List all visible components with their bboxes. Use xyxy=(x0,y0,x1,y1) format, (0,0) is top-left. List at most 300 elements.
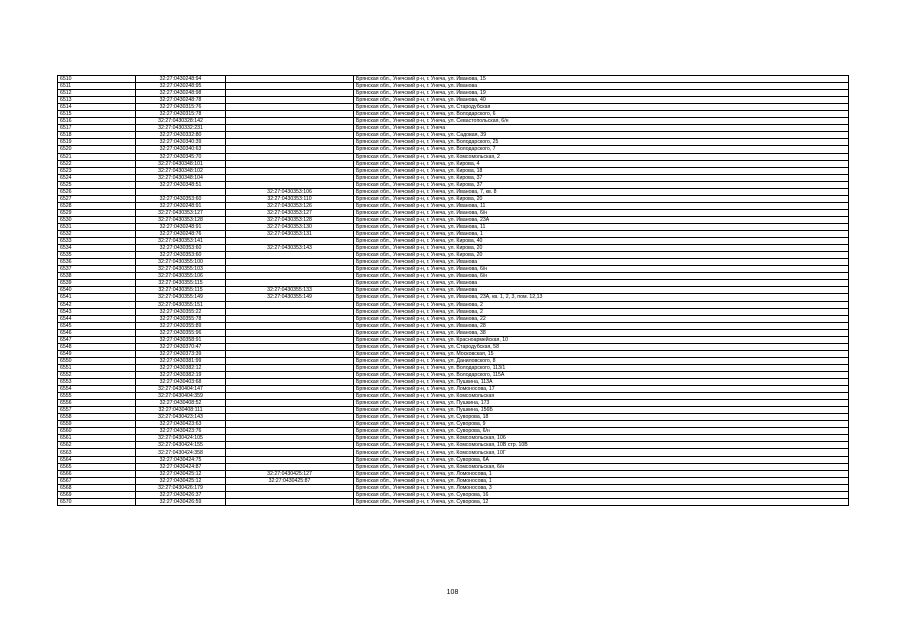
table-row xyxy=(58,449,849,456)
related-cadastral-number-cell xyxy=(226,336,354,343)
address-cell: Брянская обл., Унечский р-н, г. Унеча, ул. Кирова, 20 xyxy=(354,252,849,259)
table-row xyxy=(58,174,849,181)
address-cell: Брянская обл., Унечский р-н, г. Унеча, ул. Иванова xyxy=(354,287,849,294)
row-number-cell: 6554 xyxy=(58,386,136,393)
related-cadastral-number-cell xyxy=(226,329,354,336)
related-cadastral-number-cell xyxy=(226,181,354,188)
related-cadastral-number-cell xyxy=(226,280,354,287)
related-cadastral-number-cell xyxy=(226,83,354,90)
cadastral-number-cell: 32:27:0430423:76 xyxy=(136,428,226,435)
row-number-cell: 6550 xyxy=(58,357,136,364)
cadastral-number-cell: 32:27:0430248:94 xyxy=(136,76,226,83)
related-cadastral-number-cell xyxy=(226,153,354,160)
table-row xyxy=(58,407,849,414)
row-number-cell: 6541 xyxy=(58,294,136,301)
cadastral-number-cell: 32:27:0430353:128 xyxy=(136,216,226,223)
related-cadastral-number-cell xyxy=(226,266,354,273)
address-cell: Брянская обл., Унечский р-н, г. Унеча, ул. Иванова, 1 xyxy=(354,231,849,238)
row-number-cell: 6513 xyxy=(58,97,136,104)
cadastral-number-cell: 32:27:0430345:70 xyxy=(136,153,226,160)
related-cadastral-number-cell xyxy=(226,104,354,111)
related-cadastral-number-cell xyxy=(226,76,354,83)
cadastral-number-cell: 32:27:0430248:98 xyxy=(136,90,226,97)
cadastral-number-cell: 32:27:0430373:39 xyxy=(136,350,226,357)
address-cell: Брянская обл., Унечский р-н, г. Унеча, ул. Иванова xyxy=(354,83,849,90)
row-number-cell: 6543 xyxy=(58,308,136,315)
related-cadastral-number-cell xyxy=(226,343,354,350)
table-row xyxy=(58,329,849,336)
row-number-cell: 6565 xyxy=(58,463,136,470)
row-number-cell: 6516 xyxy=(58,118,136,125)
address-cell: Брянская обл., Унечский р-н, г. Унеча, ул. Суворова, 16 xyxy=(354,491,849,498)
row-number-cell: 6529 xyxy=(58,209,136,216)
cadastral-number-cell: 32:27:0430348:51 xyxy=(136,181,226,188)
row-number-cell: 6526 xyxy=(58,188,136,195)
address-cell: Брянская обл., Унечский р-н, г. Унеча, ул. Комсомольская xyxy=(354,393,849,400)
related-cadastral-number-cell xyxy=(226,174,354,181)
related-cadastral-number-cell xyxy=(226,308,354,315)
address-cell: Брянская обл., Унечский р-н, г. Унеча, ул. Иванова, 23А, кв. 1, 2, 3, пом. 12,13 xyxy=(354,294,849,301)
address-cell: Брянская обл., Унечский р-н, г. Унеча, ул. Володарского, 115А xyxy=(354,371,849,378)
cadastral-number-cell: 32:27:0430426:37 xyxy=(136,491,226,498)
table-row xyxy=(58,266,849,273)
table-row xyxy=(58,202,849,209)
related-cadastral-number-cell xyxy=(226,428,354,435)
related-cadastral-number-cell xyxy=(226,111,354,118)
table-row xyxy=(58,188,849,195)
cadastral-number-cell: 32:27:0430355:78 xyxy=(136,315,226,322)
row-number-cell: 6566 xyxy=(58,470,136,477)
table-row xyxy=(58,421,849,428)
related-cadastral-number-cell: 32:27:0430355:133 xyxy=(226,287,354,294)
row-number-cell: 6537 xyxy=(58,266,136,273)
row-number-cell: 6510 xyxy=(58,76,136,83)
cadastral-number-cell: 32:27:0430355:103 xyxy=(136,266,226,273)
table-row xyxy=(58,477,849,484)
related-cadastral-number-cell xyxy=(226,498,354,505)
related-cadastral-number-cell xyxy=(226,491,354,498)
related-cadastral-number-cell xyxy=(226,421,354,428)
address-cell: Брянская обл., Унечский р-н, г. Унеча, ул. Красноармейская, 10 xyxy=(354,336,849,343)
related-cadastral-number-cell xyxy=(226,386,354,393)
table-row xyxy=(58,146,849,153)
address-cell: Брянская обл., Унечский р-н, г. Унеча, ул. Севастопольская, 6/н xyxy=(354,118,849,125)
table-row xyxy=(58,364,849,371)
related-cadastral-number-cell: 32:27:0430353:127 xyxy=(226,209,354,216)
related-cadastral-number-cell xyxy=(226,400,354,407)
cadastral-number-cell: 32:27:0430355:22 xyxy=(136,308,226,315)
table-row xyxy=(58,308,849,315)
cadastral-number-cell: 32:27:0430403:68 xyxy=(136,379,226,386)
related-cadastral-number-cell xyxy=(226,90,354,97)
related-cadastral-number-cell xyxy=(226,442,354,449)
table-row xyxy=(58,456,849,463)
cadastral-number-cell: 32:27:0430424:105 xyxy=(136,435,226,442)
address-cell: Брянская обл., Унечский р-н, г. Унеча, ул. Комсомольская, 10Г xyxy=(354,449,849,456)
table-row xyxy=(58,435,849,442)
address-cell: Брянская обл., Унечский р-н, г. Унеча, ул. Ломоносова, 1 xyxy=(354,477,849,484)
table-row xyxy=(58,280,849,287)
page-number: 108 xyxy=(446,589,459,596)
related-cadastral-number-cell xyxy=(226,371,354,378)
table-row xyxy=(58,470,849,477)
address-cell: Брянская обл., Унечский р-н, г. Унеча, ул. Суворова, 6/н xyxy=(354,428,849,435)
cadastral-number-cell: 32:27:0430248:91 xyxy=(136,202,226,209)
row-number-cell: 6511 xyxy=(58,83,136,90)
address-cell: Брянская обл., Унечский р-н, г. Унеча, ул. Иванова, 7, кв. 8 xyxy=(354,188,849,195)
related-cadastral-number-cell xyxy=(226,322,354,329)
table-row xyxy=(58,259,849,266)
table-row xyxy=(58,294,849,301)
cadastral-number-cell: 32:27:0430355:149 xyxy=(136,294,226,301)
table-row xyxy=(58,301,849,308)
cadastral-number-cell: 32:27:0430404:359 xyxy=(136,393,226,400)
row-number-cell: 6570 xyxy=(58,498,136,505)
address-cell: Брянская обл., Унечский р-н, г. Унеча, ул. Суворова, 9 xyxy=(354,421,849,428)
address-cell: Брянская обл., Унечский р-н, г. Унеча, ул. Пушкина, 113А xyxy=(354,379,849,386)
table-row xyxy=(58,76,849,83)
table-row xyxy=(58,209,849,216)
cadastral-number-cell: 32:27:0430353:60 xyxy=(136,195,226,202)
cadastral-number-cell: 32:27:0430340:39 xyxy=(136,139,226,146)
table-row xyxy=(58,245,849,252)
row-number-cell: 6538 xyxy=(58,273,136,280)
related-cadastral-number-cell xyxy=(226,118,354,125)
related-cadastral-number-cell xyxy=(226,414,354,421)
row-number-cell: 6534 xyxy=(58,245,136,252)
table-row xyxy=(58,231,849,238)
row-number-cell: 6540 xyxy=(58,287,136,294)
table-row xyxy=(58,252,849,259)
address-cell: Брянская обл., Унечский р-н, г. Унеча, ул. Комсомольская, 10В стр. 10В xyxy=(354,442,849,449)
table-row xyxy=(58,160,849,167)
related-cadastral-number-cell xyxy=(226,125,354,132)
related-cadastral-number-cell xyxy=(226,407,354,414)
table-row xyxy=(58,400,849,407)
table-row xyxy=(58,386,849,393)
cadastral-number-cell: 32:27:0430424:87 xyxy=(136,463,226,470)
table-row xyxy=(58,153,849,160)
table-row xyxy=(58,83,849,90)
related-cadastral-number-cell: 32:27:0430353:130 xyxy=(226,223,354,230)
address-cell: Брянская обл., Унечский р-н, г. Унеча, ул. Кирова, 4 xyxy=(354,160,849,167)
address-cell: Брянская обл., Унечский р-н, г. Унеча, ул. Пушкина, 156Б xyxy=(354,407,849,414)
row-number-cell: 6558 xyxy=(58,414,136,421)
row-number-cell: 6525 xyxy=(58,181,136,188)
related-cadastral-number-cell xyxy=(226,456,354,463)
related-cadastral-number-cell xyxy=(226,273,354,280)
related-cadastral-number-cell: 32:27:0430355:149 xyxy=(226,294,354,301)
address-cell: Брянская обл., Унечский р-н, г. Унеча, ул. Володарского, 113/1 xyxy=(354,364,849,371)
related-cadastral-number-cell xyxy=(226,449,354,456)
related-cadastral-number-cell: 32:27:0430353:128 xyxy=(226,216,354,223)
related-cadastral-number-cell xyxy=(226,301,354,308)
cadastral-number-cell: 32:27:0430355:106 xyxy=(136,273,226,280)
table-row xyxy=(58,491,849,498)
table-row xyxy=(58,167,849,174)
cadastral-number-cell: 32:27:0430328:142 xyxy=(136,118,226,125)
cadastral-number-cell: 32:27:0430426:179 xyxy=(136,484,226,491)
cadastral-number-cell: 32:27:0430340:63 xyxy=(136,146,226,153)
address-cell: Брянская обл., Унечский р-н, г. Унеча, ул. Суворова, 12 xyxy=(354,498,849,505)
table-row xyxy=(58,343,849,350)
row-number-cell: 6560 xyxy=(58,428,136,435)
related-cadastral-number-cell: 32:27:0430425:127 xyxy=(226,470,354,477)
table-row xyxy=(58,357,849,364)
table-row xyxy=(58,484,849,491)
row-number-cell: 6545 xyxy=(58,322,136,329)
address-cell: Брянская обл., Унечский р-н, г. Унеча, ул. Иванова, 2 xyxy=(354,301,849,308)
cadastral-number-cell: 32:27:0430315:78 xyxy=(136,111,226,118)
cadastral-number-cell: 32:27:0430348:102 xyxy=(136,167,226,174)
related-cadastral-number-cell xyxy=(226,252,354,259)
related-cadastral-number-cell xyxy=(226,435,354,442)
row-number-cell: 6569 xyxy=(58,491,136,498)
address-cell: Брянская обл., Унечский р-н, г. Унеча, ул. Иванова xyxy=(354,259,849,266)
row-number-cell: 6515 xyxy=(58,111,136,118)
table-row xyxy=(58,139,849,146)
row-number-cell: 6521 xyxy=(58,153,136,160)
table-row xyxy=(58,223,849,230)
address-cell: Брянская обл., Унечский р-н, г. Унеча, ул. Иванова, 23А xyxy=(354,216,849,223)
address-cell: Брянская обл., Унечский р-н, г. Унеча, ул. Комсомольская, 6/н xyxy=(354,463,849,470)
row-number-cell: 6553 xyxy=(58,379,136,386)
cadastral-number-cell: 32:27:0430355:151 xyxy=(136,301,226,308)
address-cell: Брянская обл., Унечский р-н, г. Унеча, ул. Иванова, 2 xyxy=(354,308,849,315)
cadastral-number-cell: 32:27:0430404:147 xyxy=(136,386,226,393)
address-cell: Брянская обл., Унечский р-н, г. Унеча, ул. Пушкина, 173 xyxy=(354,400,849,407)
address-cell: Брянская обл., Унечский р-н, г. Унеча, ул. Иванова, 38 xyxy=(354,329,849,336)
address-cell: Брянская обл., Унечский р-н, г. Унеча, ул. Стародубская xyxy=(354,104,849,111)
row-number-cell: 6518 xyxy=(58,132,136,139)
address-cell: Брянская обл., Унечский р-н, г. Унеча, ул. Кирова, 37 xyxy=(354,174,849,181)
address-cell: Брянская обл., Унечский р-н, г. Унеча, ул. Иванова, 19 xyxy=(354,90,849,97)
row-number-cell: 6562 xyxy=(58,442,136,449)
registry-table xyxy=(57,75,849,506)
row-number-cell: 6556 xyxy=(58,400,136,407)
address-cell: Брянская обл., Унечский р-н, г. Унеча, ул. Стародубская, 58 xyxy=(354,343,849,350)
row-number-cell: 6542 xyxy=(58,301,136,308)
cadastral-number-cell: 32:27:0430424:75 xyxy=(136,456,226,463)
row-number-cell: 6552 xyxy=(58,371,136,378)
row-number-cell: 6519 xyxy=(58,139,136,146)
related-cadastral-number-cell xyxy=(226,167,354,174)
address-cell: Брянская обл., Унечский р-н, г. Унеча, ул. Иванова, 11 xyxy=(354,223,849,230)
row-number-cell: 6557 xyxy=(58,407,136,414)
row-number-cell: 6555 xyxy=(58,393,136,400)
cadastral-number-cell: 32:27:0430425:12 xyxy=(136,477,226,484)
cadastral-number-cell: 32:27:0430248:76 xyxy=(136,231,226,238)
address-cell: Брянская обл., Унечский р-н, г. Унеча, ул. Кирова, 40 xyxy=(354,238,849,245)
table-row xyxy=(58,315,849,322)
address-cell: Брянская обл., Унечский р-н, г. Унеча, ул. Иванова, 6/н xyxy=(354,273,849,280)
cadastral-number-cell: 32:27:0430370:47 xyxy=(136,343,226,350)
row-number-cell: 6535 xyxy=(58,252,136,259)
table-row xyxy=(58,442,849,449)
address-cell: Брянская обл., Унечский р-н, г. Унеча, ул. Кирова, 20 xyxy=(354,245,849,252)
cadastral-number-cell: 32:27:0430353:141 xyxy=(136,238,226,245)
cadastral-number-cell: 32:27:0430315:76 xyxy=(136,104,226,111)
cadastral-number-cell: 32:27:0430348:104 xyxy=(136,174,226,181)
row-number-cell: 6546 xyxy=(58,329,136,336)
related-cadastral-number-cell xyxy=(226,139,354,146)
table-row xyxy=(58,97,849,104)
cadastral-number-cell: 32:27:0430408:111 xyxy=(136,407,226,414)
table-row xyxy=(58,379,849,386)
row-number-cell: 6530 xyxy=(58,216,136,223)
row-number-cell: 6533 xyxy=(58,238,136,245)
cadastral-number-cell: 32:27:0430332:231 xyxy=(136,125,226,132)
row-number-cell: 6532 xyxy=(58,231,136,238)
related-cadastral-number-cell: 32:27:0430425:87 xyxy=(226,477,354,484)
cadastral-number-cell xyxy=(136,188,226,195)
row-number-cell: 6547 xyxy=(58,336,136,343)
table-row xyxy=(58,371,849,378)
cadastral-number-cell: 32:27:0430355:115 xyxy=(136,287,226,294)
row-number-cell: 6568 xyxy=(58,484,136,491)
cadastral-number-cell: 32:27:0430248:91 xyxy=(136,223,226,230)
row-number-cell: 6520 xyxy=(58,146,136,153)
table-row xyxy=(58,104,849,111)
related-cadastral-number-cell: 32:27:0430353:143 xyxy=(226,245,354,252)
row-number-cell: 6563 xyxy=(58,449,136,456)
table-row xyxy=(58,125,849,132)
row-number-cell: 6544 xyxy=(58,315,136,322)
cadastral-number-cell: 32:27:0430424:358 xyxy=(136,449,226,456)
table-row xyxy=(58,90,849,97)
table-row xyxy=(58,132,849,139)
table-row xyxy=(58,118,849,125)
address-cell: Брянская обл., Унечский р-н, г. Унеча, ул. Иванова, 22 xyxy=(354,315,849,322)
related-cadastral-number-cell: 32:27:0430353:126 xyxy=(226,202,354,209)
address-cell: Брянская обл., Унечский р-н, г. Унеча, ул. Кирова, 37 xyxy=(354,181,849,188)
address-cell: Брянская обл., Унечский р-н, г. Унеча, ул. Иванова, 40 xyxy=(354,97,849,104)
related-cadastral-number-cell xyxy=(226,393,354,400)
address-cell: Брянская обл., Унечский р-н, г. Унеча, ул. Иванова, 6/н xyxy=(354,266,849,273)
row-number-cell: 6539 xyxy=(58,280,136,287)
table-row xyxy=(58,111,849,118)
cadastral-number-cell: 32:27:0430423:143 xyxy=(136,414,226,421)
row-number-cell: 6514 xyxy=(58,104,136,111)
address-cell: Брянская обл., Унечский р-н, г. Унеча, ул. Ломоносова, 1 xyxy=(354,470,849,477)
related-cadastral-number-cell xyxy=(226,97,354,104)
table-row xyxy=(58,428,849,435)
table-row xyxy=(58,463,849,470)
row-number-cell: 6527 xyxy=(58,195,136,202)
cadastral-number-cell: 32:27:0430425:12 xyxy=(136,470,226,477)
related-cadastral-number-cell xyxy=(226,146,354,153)
address-cell: Брянская обл., Унечский р-н, г. Унеча, ул. Иванова xyxy=(354,280,849,287)
address-cell: Брянская обл., Унечский р-н, г. Унеча, ул. Кирова, 18 xyxy=(354,167,849,174)
address-cell: Брянская обл., Унечский р-н, г. Унеча, ул. Володарского, 7 xyxy=(354,146,849,153)
cadastral-number-cell: 32:27:0430355:89 xyxy=(136,322,226,329)
table-row xyxy=(58,350,849,357)
row-number-cell: 6517 xyxy=(58,125,136,132)
row-number-cell: 6536 xyxy=(58,259,136,266)
row-number-cell: 6523 xyxy=(58,167,136,174)
table-row xyxy=(58,195,849,202)
cadastral-number-cell: 32:27:0430382:12 xyxy=(136,364,226,371)
table-row xyxy=(58,181,849,188)
related-cadastral-number-cell xyxy=(226,160,354,167)
table-row xyxy=(58,414,849,421)
cadastral-number-cell: 32:27:0430381:99 xyxy=(136,357,226,364)
row-number-cell: 6512 xyxy=(58,90,136,97)
cadastral-number-cell: 32:27:0430358:91 xyxy=(136,336,226,343)
related-cadastral-number-cell xyxy=(226,484,354,491)
address-cell: Брянская обл., Унечский р-н, г. Унеча, ул. Комсомольская, 106 xyxy=(354,435,849,442)
table-row xyxy=(58,322,849,329)
related-cadastral-number-cell xyxy=(226,350,354,357)
row-number-cell: 6564 xyxy=(58,456,136,463)
table-row xyxy=(58,336,849,343)
cadastral-number-cell: 32:27:0430355:96 xyxy=(136,329,226,336)
cadastral-number-cell: 32:27:0430248:95 xyxy=(136,83,226,90)
row-number-cell: 6528 xyxy=(58,202,136,209)
related-cadastral-number-cell: 32:27:0430353:110 xyxy=(226,195,354,202)
table-row xyxy=(58,498,849,505)
address-cell: Брянская обл., Унечский р-н, г. Унеча, ул. Московская, 15 xyxy=(354,350,849,357)
cadastral-number-cell: 32:27:0430332:80 xyxy=(136,132,226,139)
cadastral-number-cell: 32:27:0430248:78 xyxy=(136,97,226,104)
address-cell: Брянская обл., Унечский р-н, г. Унеча, ул. Даниловского, 8 xyxy=(354,357,849,364)
related-cadastral-number-cell: 32:27:0430353:131 xyxy=(226,231,354,238)
registry-table-body xyxy=(58,76,849,506)
row-number-cell: 6522 xyxy=(58,160,136,167)
address-cell: Брянская обл., Унечский р-н, г. Унеча, ул. Ломоносова, 17 xyxy=(354,386,849,393)
related-cadastral-number-cell xyxy=(226,238,354,245)
cadastral-number-cell: 32:27:0430408:52 xyxy=(136,400,226,407)
cadastral-number-cell: 32:27:0430353:60 xyxy=(136,245,226,252)
row-number-cell: 6548 xyxy=(58,343,136,350)
related-cadastral-number-cell xyxy=(226,463,354,470)
row-number-cell: 6531 xyxy=(58,223,136,230)
address-cell: Брянская обл., Унечский р-н, г. Унеча, ул. Комсомольская, 2 xyxy=(354,153,849,160)
cadastral-number-cell: 32:27:0430382:19 xyxy=(136,371,226,378)
related-cadastral-number-cell xyxy=(226,379,354,386)
cadastral-number-cell: 32:27:0430423:63 xyxy=(136,421,226,428)
address-cell: Брянская обл., Унечский р-н, г. Унеча, ул. Иванова, 11 xyxy=(354,202,849,209)
related-cadastral-number-cell xyxy=(226,315,354,322)
cadastral-number-cell: 32:27:0430426:59 xyxy=(136,498,226,505)
address-cell: Брянская обл., Унечский р-н, г. Унеча, ул. Иванова, 6/н xyxy=(354,209,849,216)
cadastral-number-cell: 32:27:0430353:127 xyxy=(136,209,226,216)
row-number-cell: 6551 xyxy=(58,364,136,371)
address-cell: Брянская обл., Унечский р-н, г. Унеча, ул. Суворова, 18 xyxy=(354,414,849,421)
cadastral-number-cell: 32:27:0430348:101 xyxy=(136,160,226,167)
table-row xyxy=(58,273,849,280)
cadastral-number-cell: 32:27:0430355:115 xyxy=(136,280,226,287)
address-cell: Брянская обл., Унечский р-н, г. Унеча, ул. Кирова, 20 xyxy=(354,195,849,202)
address-cell: Брянская обл., Унечский р-н, г. Унеча, ул. Иванова, 15 xyxy=(354,76,849,83)
address-cell: Брянская обл., Унечский р-н, г. Унеча, ул. Иванова, 28 xyxy=(354,322,849,329)
row-number-cell: 6524 xyxy=(58,174,136,181)
row-number-cell: 6559 xyxy=(58,421,136,428)
related-cadastral-number-cell xyxy=(226,132,354,139)
address-cell: Брянская обл., Унечский р-н, г. Унеча, ул. Ломоносова, 3 xyxy=(354,484,849,491)
related-cadastral-number-cell: 32:27:0430353:106 xyxy=(226,188,354,195)
related-cadastral-number-cell xyxy=(226,259,354,266)
related-cadastral-number-cell xyxy=(226,364,354,371)
address-cell: Брянская обл., Унечский р-н, г. Унеча xyxy=(354,125,849,132)
table-row xyxy=(58,287,849,294)
address-cell: Брянская обл., Унечский р-н, г. Унеча, ул. Садовая, 39 xyxy=(354,132,849,139)
cadastral-number-cell: 32:27:0430355:100 xyxy=(136,259,226,266)
address-cell: Брянская обл., Унечский р-н, г. Унеча, ул. Володарского, 25 xyxy=(354,139,849,146)
address-cell: Брянская обл., Унечский р-н, г. Унеча, ул. Суворова, 6А xyxy=(354,456,849,463)
row-number-cell: 6567 xyxy=(58,477,136,484)
related-cadastral-number-cell xyxy=(226,357,354,364)
